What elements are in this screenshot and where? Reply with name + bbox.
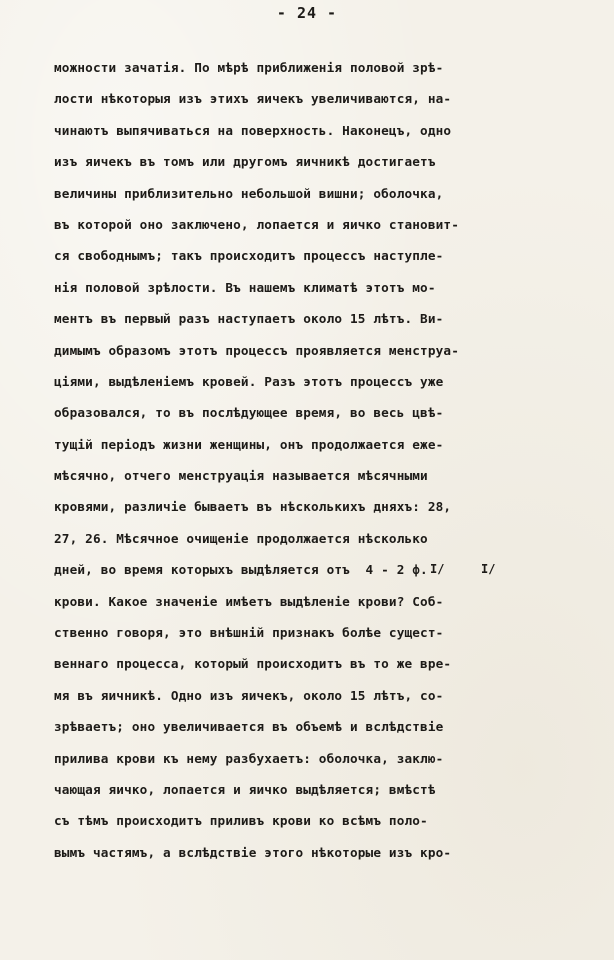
text-line: кровями, различіе бываетъ въ нѣсколькихъ дняхъ: 28, — [54, 499, 452, 515]
text-line: вымъ частямъ, а вслѣдствіе этого нѣкоторые изъ кро- — [54, 844, 452, 860]
text-line: величины приблизительно небольшой вишни; оболочка, — [54, 185, 444, 201]
text-line: въ которой оно заключено, лопается и яичко становит- — [54, 216, 460, 232]
text-line: ственно говоря, это внѣшній признакъ болѣе сущест- — [54, 625, 444, 641]
text-line: веннаго процесса, который происходитъ въ то же вре- — [54, 656, 452, 672]
text-line: зрѣваетъ; оно увеличивается въ объемѣ и вслѣдствіе — [54, 719, 444, 735]
page-number: - 24 - — [276, 4, 338, 22]
text-line: крови. Какое значеніе имѣетъ выдѣленіе крови? Соб- — [54, 593, 444, 609]
text-line: ментъ въ первый разъ наступаетъ около 15 лѣтъ. Ви- — [54, 311, 444, 327]
fraction-numerator: I/ — [481, 562, 496, 576]
text-line: тущій періодъ жизни женщины, онъ продолжается еже- — [54, 436, 444, 452]
text-line: ся свободнымъ; такъ происходитъ процессъ наступле- — [54, 248, 444, 264]
fraction-numerator: I/ — [430, 562, 445, 576]
text-line: нія половой зрѣлости. Въ нашемъ климатѣ этотъ мо- — [54, 279, 436, 295]
text-line: чающая яичко, лопается и яичко выдѣляется; вмѣстѣ — [54, 781, 436, 797]
text-line: образовался, то въ послѣдующее время, во весь цвѣ- — [54, 405, 444, 421]
body-text — [54, 52, 574, 868]
text-line: прилива крови къ нему разбухаетъ: оболочка, заклю- — [54, 750, 444, 766]
text-line: лости нѣкоторыя изъ этихъ яичекъ увеличиваются, на- — [54, 91, 452, 107]
text-line: чинаютъ выпячиваться на поверхность. Наконецъ, одно — [54, 122, 452, 138]
text-line: 27, 26. Мѣсячное очищеніе продолжается нѣсколько — [54, 530, 428, 546]
text-line: съ тѣмъ происходитъ приливъ крови ко всѣмъ поло- — [54, 813, 428, 829]
text-line: можности зачатія. По мѣрѣ приближенія половой зрѣ- — [54, 60, 444, 75]
text-line: мя въ яичникѣ. Одно изъ яичекъ, около 15 лѣтъ, со- — [54, 687, 444, 703]
text-line: дней, во время которыхъ выдѣляется отъ 4 - 2 ф. — [54, 562, 428, 578]
text-line: ціями, выдѣленіемъ кровей. Разъ этотъ процессъ уже — [54, 373, 444, 389]
text-line: изъ яичекъ въ томъ или другомъ яичникѣ достигаетъ — [54, 154, 436, 170]
text-line: мѣсячно, отчего менструація называется мѣсячными — [54, 468, 428, 484]
text-line: димымъ образомъ этотъ процессъ проявляется менструа- — [54, 342, 460, 358]
